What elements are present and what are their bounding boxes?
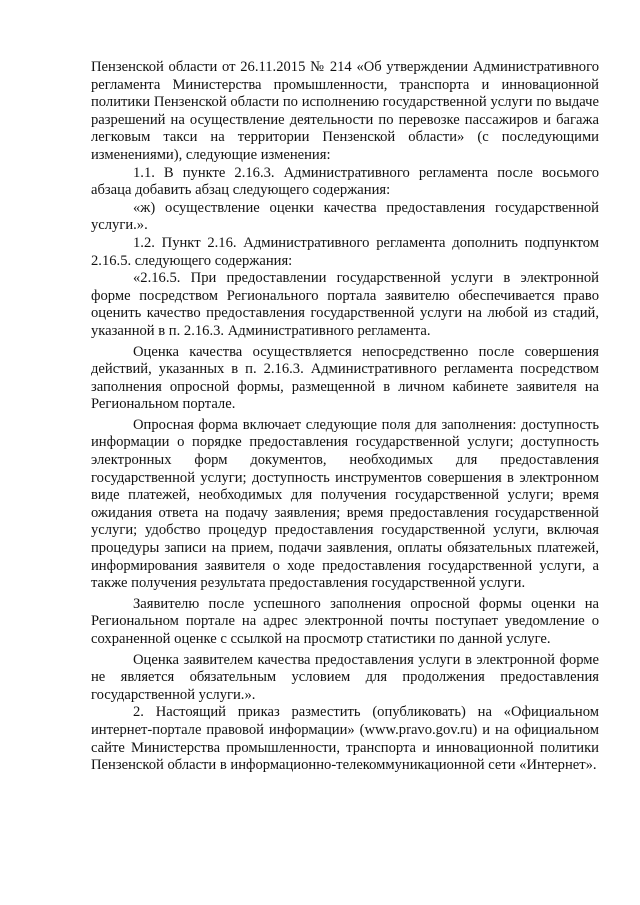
paragraph-1-2: 1.2. Пункт 2.16. Административного регламента дополнить подпунктом 2.16.5. следующего содержания: — [91, 234, 599, 269]
paragraph-2-publish: 2. Настоящий приказ разместить (опубликовать) на «Официальном интернет-портале правовой информации» (www.pravo.gov.ru) и на официальном сайте Министерства промышленности, транспорта и инновационной политики Пензенской области в информационно-телекоммуникационной сети «Интернет». — [91, 704, 599, 774]
paragraph-intro: Пензенской области от 26.11.2015 № 214 «Об утверждении Административного регламента Министерства промышленности, транспорта и инновационной политики Пензенской области по исполнению государственной услуги по выдаче разрешений на осуществление деятельности по перевозке пассажиров и багажа легковым такси на территории Пензенской области» (с последующими изменениями), следующие изменения: — [91, 59, 599, 163]
paragraph-notification: Заявителю после успешного заполнения опросной формы оценки на Региональном портале на адрес электронной почты поступает уведомление о сохраненной оценке с ссылкой на просмотр статистики по данной услуге. — [91, 595, 599, 647]
paragraph-1-1: 1.1. В пункте 2.16.3. Административного регламента после восьмого абзаца добавить абзац следующего содержания: — [91, 164, 599, 199]
paragraph-2-16-5: «2.16.5. При предоставлении государственной услуги в электронной форме посредством Регионального портала заявителю обеспечивается право оценить качество предоставления государственной услуги на любой из стадий, указанной в п. 2.16.3. Административного регламента. — [91, 270, 599, 339]
paragraph-1-1-text: «ж) осуществление оценки качества предоставления государственной услуги.». — [91, 199, 599, 234]
document-body — [91, 59, 599, 775]
paragraph-survey-form: Опросная форма включает следующие поля для заполнения: доступность информации о порядке предоставления государственной услуги; доступность электронных форм документов, необходимых для предоставления государственной услуги; доступность инструментов совершения в электронном виде платежей, необходимых для получения государственной услуги; время ожидания ответа на подачу заявления; время предоставления государственной услуги; удобство процедур предоставления государственной услуги, включая процедуры записи на прием, подачи заявления, оплаты обязательных платежей, информирования заявителя о ходе предоставления государственной услуги, а также получения результата предоставления государственной услуги. — [91, 416, 599, 592]
paragraph-assessment: Оценка качества осуществляется непосредственно после совершения действий, указанных в п. 2.16.3. Административного регламента посредством заполнения опросной формы, размещенной в личном кабинете заявителя на Региональном портале. — [91, 343, 599, 413]
paragraph-optional-assessment: Оценка заявителем качества предоставления услуги в электронной форме не является обязательным условием для продолжения предоставления государственной услуги.». — [91, 651, 599, 703]
